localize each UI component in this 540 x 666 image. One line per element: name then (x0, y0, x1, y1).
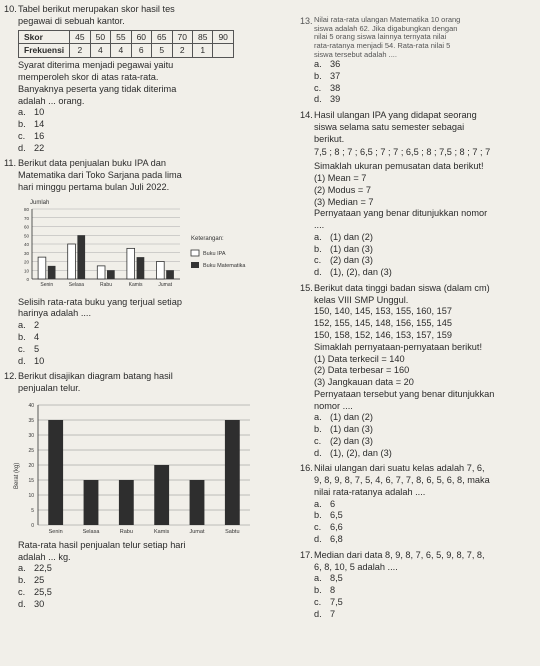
question-12 (4, 371, 292, 610)
question-text: Pernyataan yang benar ditunjukkan nomor (314, 208, 488, 219)
x-tick-label: Senin (48, 528, 63, 535)
option-letter: a. (18, 563, 26, 574)
y-tick-label: 20 (28, 462, 34, 469)
option-text: 22,5 (34, 563, 52, 574)
table-header-cell: Skor (19, 30, 70, 44)
data-values: 152, 155, 145, 148, 156, 155, 145 (314, 318, 452, 329)
answer-option[interactable] (314, 83, 536, 95)
option-letter: d. (314, 447, 322, 458)
option-letter: d. (18, 355, 26, 366)
statement: (1) Mean = 7 (314, 173, 367, 184)
bar-buku-matematika (107, 270, 115, 279)
option-letter: b. (314, 424, 322, 435)
answer-option[interactable] (314, 573, 536, 585)
option-letter: a. (314, 573, 322, 584)
option-text: (1) dan (2) (330, 412, 373, 423)
answer-option[interactable] (314, 244, 536, 256)
answer-option[interactable] (314, 510, 536, 522)
option-text: 25 (34, 575, 45, 586)
y-tick-label: 60 (23, 224, 29, 230)
answer-options (314, 59, 536, 106)
option-text: 4 (34, 332, 40, 342)
question-13 (300, 16, 536, 106)
table-row (19, 44, 234, 58)
y-tick-label: 10 (28, 492, 34, 499)
option-text: (2) dan (3) (330, 255, 373, 266)
legend-title: Keterangan: (191, 235, 224, 242)
right-column (300, 0, 536, 624)
bar-egg-sales (119, 480, 134, 525)
answer-option[interactable] (18, 107, 292, 119)
bar-buku-matematika (77, 235, 85, 279)
option-text: 30 (34, 598, 45, 609)
answer-option[interactable] (18, 563, 292, 575)
answer-options (314, 573, 536, 620)
question-text: siswa selama satu semester sebagai (314, 121, 465, 132)
answer-option[interactable] (18, 575, 292, 587)
option-text: 8,5 (330, 573, 343, 584)
question-text: berikut. (314, 133, 345, 144)
table-cell: 55 (111, 30, 131, 44)
bar-egg-sales (154, 465, 169, 525)
option-text: (1) dan (2) (330, 231, 373, 242)
x-tick-label: Senin (40, 281, 54, 288)
question-text: pegawai di sebuah kantor. (18, 15, 125, 26)
y-tick-label: 10 (23, 267, 29, 273)
answer-option[interactable] (18, 344, 292, 356)
question-15 (300, 283, 536, 459)
option-letter: b. (18, 575, 26, 586)
table-row (19, 30, 234, 44)
x-tick-label: Kamis (128, 281, 143, 288)
chart-y-axis-title: Jumlah (30, 199, 50, 206)
y-tick-label: 0 (31, 522, 34, 529)
question-text: .... (314, 220, 325, 231)
answer-option[interactable] (314, 267, 536, 279)
y-tick-label: 40 (28, 402, 34, 409)
answer-option[interactable] (314, 448, 536, 460)
option-text: 6 (330, 498, 336, 509)
table-cell (213, 44, 233, 58)
option-text: 39 (330, 94, 341, 105)
statement: (3) Jangkauan data = 20 (314, 377, 414, 388)
question-number: 16. (300, 463, 313, 474)
question-number: 13. (300, 16, 313, 26)
option-text: 5 (34, 343, 40, 354)
y-tick-label: 15 (28, 477, 34, 484)
statement: (2) Modus = 7 (314, 184, 371, 195)
answer-option[interactable] (18, 131, 292, 143)
question-number: 17. (300, 549, 313, 560)
answer-option[interactable] (314, 232, 536, 244)
bar-buku-matematika (137, 257, 145, 279)
y-tick-label: 40 (23, 241, 29, 247)
option-letter: d. (18, 142, 26, 153)
y-tick-label: 50 (23, 232, 29, 238)
question-text: Nilai ulangan dari suatu kelas adalah 7, 6, (314, 463, 485, 474)
bar-buku-matematika (166, 270, 174, 279)
answer-option[interactable] (314, 609, 536, 621)
answer-option[interactable] (314, 412, 536, 424)
table-cell: 2 (70, 44, 90, 58)
question-text: 6, 8, 10, 5 adalah .... (314, 561, 398, 572)
chart-y-axis-title: Berat (kg) (14, 462, 20, 489)
y-tick-label: 20 (23, 259, 29, 265)
option-text: (1) dan (3) (330, 243, 373, 254)
option-letter: c. (314, 596, 322, 607)
table-cell: 65 (152, 30, 172, 44)
option-text: 22 (34, 142, 45, 153)
score-frequency-table (18, 30, 234, 59)
bar-egg-sales (48, 420, 63, 525)
option-text: 10 (34, 107, 45, 118)
table-cell: 85 (192, 30, 212, 44)
option-letter: b. (18, 332, 26, 342)
question-17 (300, 550, 536, 621)
option-letter: c. (18, 130, 26, 141)
question-text: Berikut disajikan diagram batang hasil (18, 371, 173, 382)
option-letter: c. (314, 435, 322, 446)
option-text: 6,5 (330, 510, 343, 521)
y-tick-label: 35 (28, 417, 34, 424)
answer-options (314, 499, 536, 546)
table-cell: 50 (90, 30, 110, 44)
question-11 (4, 158, 292, 367)
legend-label-matematika: Buku Matematika (203, 262, 246, 269)
legend-swatch-matematika (191, 262, 199, 268)
option-text: 6,6 (330, 522, 343, 533)
option-text: 37 (330, 70, 341, 81)
data-values: 150, 158, 152, 146, 153, 157, 159 (314, 329, 452, 340)
legend-swatch-ipa (191, 250, 199, 256)
answer-option[interactable] (314, 585, 536, 597)
x-tick-label: Jumat (189, 528, 205, 535)
question-text: siswa adalah 62. Jika digabungkan dengan (314, 23, 458, 33)
option-text: 25,5 (34, 586, 52, 597)
option-letter: c. (314, 255, 322, 266)
egg-sales-bar-chart (10, 397, 260, 537)
option-letter: d. (314, 608, 322, 619)
bar-buku-ipa (127, 248, 135, 279)
option-letter: b. (314, 243, 322, 254)
question-text: nilai rata-ratanya adalah .... (314, 486, 426, 497)
bar-buku-ipa (38, 257, 46, 279)
table-cell: 60 (131, 30, 151, 44)
bar-buku-ipa (157, 261, 165, 279)
option-text: 14 (34, 119, 45, 130)
table-cell: 1 (192, 44, 212, 58)
option-letter: a. (18, 320, 26, 331)
option-letter: d. (314, 533, 322, 544)
question-text: Berikut data tinggi badan siswa (dalam cm) (314, 282, 490, 293)
question-text: harinya adalah .... (18, 308, 92, 319)
y-tick-label: 25 (28, 447, 34, 454)
option-letter: a. (18, 107, 26, 118)
option-text: 7,5 (330, 596, 343, 607)
question-text: Syarat diterima menjadi pegawai yaitu (18, 60, 174, 71)
statement: (1) Data terkecil = 140 (314, 353, 405, 364)
answer-option[interactable] (314, 94, 536, 106)
bar-buku-matematika (48, 266, 56, 279)
table-cell: 6 (131, 44, 151, 58)
question-number: 11. (4, 158, 17, 169)
question-number: 14. (300, 110, 313, 121)
x-tick-label: Rabu (119, 528, 133, 535)
bar-buku-ipa (97, 266, 105, 279)
answer-option[interactable] (18, 143, 292, 155)
answer-option[interactable] (314, 71, 536, 83)
option-text: 10 (34, 355, 45, 366)
answer-option[interactable] (314, 522, 536, 534)
question-text: Tabel berikut merupakan skor hasil tes (18, 4, 175, 14)
question-text: kelas VIII SMP Unggul. (314, 294, 409, 305)
table-cell: 2 (172, 44, 192, 58)
y-tick-label: 0 (26, 276, 29, 282)
x-tick-label: Kamis (154, 528, 170, 535)
question-text: nomor .... (314, 400, 353, 411)
answer-option[interactable] (314, 424, 536, 436)
data-values: 7,5 ; 8 ; 7 ; 6,5 ; 7 ; 7 ; 6,5 ; 8 ; 7,5 ; 8 ; 7 ; 7 (314, 147, 491, 158)
question-text: nilai 5 orang siswa lainnya ternyata nilai (314, 32, 447, 42)
question-text: Selisih rata-rata buku yang terjual setiap (18, 296, 182, 307)
option-text: 7 (330, 608, 336, 619)
answer-options (18, 320, 292, 367)
option-letter: a. (314, 59, 322, 70)
question-text: adalah ... orang. (18, 95, 85, 106)
answer-option[interactable] (314, 255, 536, 267)
question-16 (300, 463, 536, 545)
x-tick-label: Selasa (82, 528, 100, 535)
table-cell: 90 (213, 30, 233, 44)
option-letter: b. (314, 70, 322, 81)
answer-option[interactable] (18, 587, 292, 599)
answer-options (18, 563, 292, 610)
answer-option[interactable] (314, 534, 536, 546)
left-column (4, 0, 292, 614)
answer-option[interactable] (18, 332, 292, 344)
answer-option[interactable] (18, 119, 292, 131)
option-text: 6,8 (330, 533, 343, 544)
question-text: Matematika dari Toko Sarjana pada lima (18, 170, 182, 181)
question-text: adalah ... kg. (18, 551, 71, 562)
option-letter: a. (314, 231, 322, 242)
question-text: Simaklah ukuran pemusatan data berikut! (314, 161, 484, 172)
bar-egg-sales (84, 480, 99, 525)
question-10 (4, 4, 292, 154)
option-letter: d. (314, 267, 322, 278)
option-letter: d. (314, 94, 322, 105)
y-tick-label: 80 (23, 206, 29, 212)
answer-option[interactable] (18, 356, 292, 368)
option-letter: c. (18, 586, 26, 597)
question-text: Nilai rata-rata ulangan Matematika 10 orang (314, 15, 461, 24)
option-letter: a. (314, 412, 322, 423)
statement: (2) Data terbesar = 160 (314, 365, 410, 376)
option-letter: a. (314, 498, 322, 509)
question-text: penjualan telur. (18, 383, 81, 394)
option-text: 38 (330, 82, 341, 93)
option-letter: c. (18, 343, 26, 354)
option-letter: b. (18, 119, 26, 130)
question-text: rata-ratanya menjadi 54. Rata-rata nilai 5 (314, 40, 451, 50)
option-text: 36 (330, 59, 341, 70)
question-text: Pernyataan tersebut yang benar ditunjukkan (314, 388, 495, 399)
y-tick-label: 5 (31, 507, 34, 514)
question-text: Rata-rata hasil penjualan telur setiap hari (18, 539, 186, 550)
table-cell: 5 (152, 44, 172, 58)
answer-option[interactable] (314, 499, 536, 511)
table-cell: 4 (111, 44, 131, 58)
question-text: Hasil ulangan IPA yang didapat seorang (314, 110, 477, 121)
legend-label-ipa: Buku IPA (203, 250, 226, 257)
x-tick-label: Sabtu (225, 528, 240, 535)
table-header-cell: Frekuensi (19, 44, 70, 58)
option-letter: b. (314, 585, 322, 596)
question-text: Median dari data 8, 9, 8, 7, 6, 5, 9, 8, 7, 8, (314, 549, 485, 560)
x-tick-label: Rabu (100, 281, 112, 288)
book-sales-bar-chart (8, 195, 268, 295)
answer-option[interactable] (18, 320, 292, 332)
answer-option[interactable] (314, 436, 536, 448)
option-letter: c. (314, 82, 322, 93)
x-tick-label: Jumat (158, 281, 173, 288)
y-tick-label: 30 (23, 250, 29, 256)
table-cell: 45 (70, 30, 90, 44)
option-text: (2) dan (3) (330, 435, 373, 446)
question-14 (300, 110, 536, 279)
y-tick-label: 30 (28, 432, 34, 439)
answer-options (314, 232, 536, 279)
bar-buku-ipa (68, 244, 76, 279)
option-text: 16 (34, 130, 45, 141)
bar-egg-sales (190, 480, 205, 525)
option-text: 8 (330, 585, 336, 596)
question-text: hari minggu pertama bulan Juli 2022. (18, 181, 170, 192)
answer-options (314, 412, 536, 459)
data-values: 150, 140, 145, 153, 155, 160, 157 (314, 306, 452, 317)
option-text: (1) dan (3) (330, 424, 373, 435)
option-text: (1), (2), dan (3) (330, 267, 392, 278)
table-cell: 4 (90, 44, 110, 58)
table-cell: 70 (172, 30, 192, 44)
x-tick-label: Selasa (68, 281, 85, 288)
option-letter: b. (314, 510, 322, 521)
question-text: siswa tersebut adalah .... (314, 49, 397, 59)
question-text: Simaklah pernyataan-pernyataan berikut! (314, 341, 483, 352)
option-text: (1), (2), dan (3) (330, 447, 392, 458)
option-letter: d. (18, 598, 26, 609)
answer-option[interactable] (18, 599, 292, 611)
option-letter: c. (314, 522, 322, 533)
answer-options (18, 107, 292, 154)
question-number: 12. (4, 371, 17, 382)
bar-egg-sales (225, 420, 240, 525)
question-text: memperoleh skor di atas rata-rata. (18, 72, 159, 83)
y-tick-label: 70 (23, 215, 29, 221)
answer-option[interactable] (314, 597, 536, 609)
question-number: 10. (4, 4, 17, 14)
statement: (3) Median = 7 (314, 196, 374, 207)
question-number: 15. (300, 282, 313, 293)
question-text: Banyaknya peserta yang tidak diterima (18, 83, 177, 94)
question-text: Berikut data penjualan buku IPA dan (18, 158, 166, 169)
question-text: 9, 8, 9, 8, 7, 5, 4, 6, 7, 7, 8, 6, 5, 6, 8, maka (314, 475, 490, 486)
answer-option[interactable] (314, 59, 536, 71)
option-text: 2 (34, 320, 40, 331)
